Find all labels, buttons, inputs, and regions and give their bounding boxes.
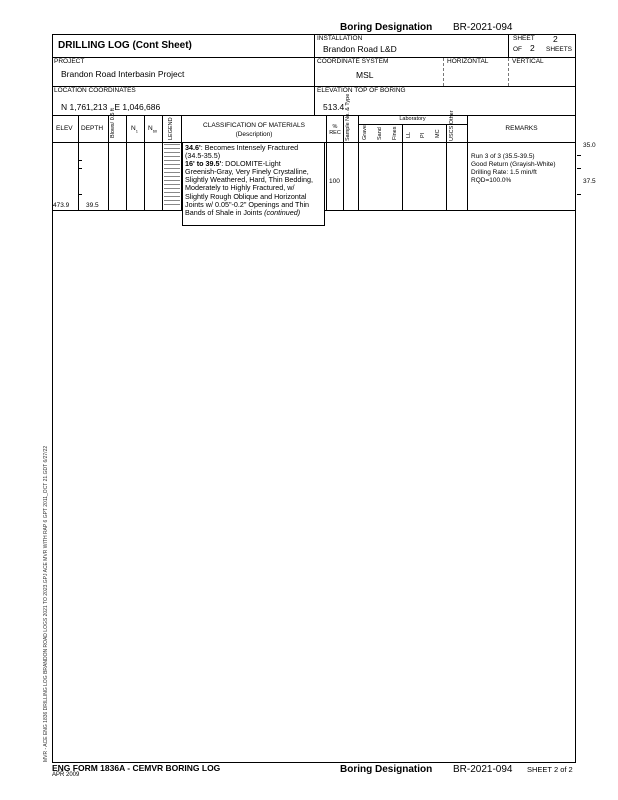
coord-system-value: MSL xyxy=(356,70,374,80)
project-value: Brandon Road Interbasin Project xyxy=(61,69,185,79)
desc-line-1-bold: 34.6' xyxy=(185,143,201,152)
desc-line-1-rest: : Becomes Intensely Fractured xyxy=(200,143,299,152)
scale-35: 35.0 xyxy=(583,142,596,149)
col-elev: ELEV xyxy=(56,125,73,132)
rec-value: 100 xyxy=(329,178,340,185)
col-uscs: USCS Other xyxy=(449,110,455,141)
desc-line-4: Greenish-Gray, Very Finely Crystalline, xyxy=(185,167,309,177)
depth-tick-3 xyxy=(78,194,82,195)
boring-designation-label: Boring Designation xyxy=(340,22,433,33)
desc-line-8: Joints w/ 0.05"-0.2" Openings and Thin xyxy=(185,199,310,209)
col-sand: Sand xyxy=(377,127,383,140)
horizontal-divider xyxy=(443,58,444,86)
project-label: PROJECT xyxy=(54,58,85,65)
col-div-n1 xyxy=(144,115,145,210)
col-div-elev xyxy=(78,115,79,210)
description-box xyxy=(182,142,325,226)
scale-tick-2 xyxy=(577,168,581,169)
col-pi: PI xyxy=(420,132,426,138)
location-label: LOCATION COORDINATES xyxy=(54,87,136,94)
col-n60-sub: 60 xyxy=(152,128,158,134)
footer-boring-label: Boring Designation xyxy=(340,764,433,775)
footer-sheet: SHEET 2 of 2 xyxy=(527,765,573,774)
installation-label: INSTALLATION xyxy=(317,35,363,42)
col-ll: LL xyxy=(406,131,412,138)
desc-line-6: Moderately to Highly Fractured, w/ xyxy=(185,183,295,193)
sheet-divider xyxy=(508,34,509,57)
elevation-label: ELEVATION TOP OF BORING xyxy=(317,87,406,94)
col-div-depth xyxy=(108,115,109,210)
col-class-2: (Description) xyxy=(235,131,273,138)
sheet-total: 2 xyxy=(530,43,535,53)
depth-tick-2 xyxy=(78,168,82,169)
col-n1 xyxy=(131,125,138,134)
scale-37: 37.5 xyxy=(583,178,596,185)
installation-value: Brandon Road L&D xyxy=(323,44,397,54)
col-lab: Laboratory xyxy=(399,116,426,122)
col-n1-sub: 1 xyxy=(135,128,138,134)
footer-date: APR 2009 xyxy=(52,772,80,778)
col-class-1: CLASSIFICATION OF MATERIALS xyxy=(203,122,305,129)
scale-tick-3 xyxy=(577,194,581,195)
remark-4: RQD=100.0% xyxy=(471,177,512,184)
col-div-n60 xyxy=(162,115,163,210)
remark-2: Good Return (Grayish-White) xyxy=(471,161,556,168)
depth-bottom: 39.5 xyxy=(86,202,99,209)
desc-line-3-bold: 16' to 39.5' xyxy=(185,159,222,169)
col-fines: Fines xyxy=(392,126,398,140)
vertical-divider xyxy=(508,58,509,86)
depth-tick-1 xyxy=(78,160,82,161)
col-gravel: Gravel xyxy=(362,123,368,140)
footer-boring-id: BR-2021-094 xyxy=(453,764,513,775)
coord-system-label: COORDINATE SYSTEM xyxy=(317,58,389,65)
col-blows: Blows/ 0.5 ft xyxy=(110,108,116,138)
log-title: DRILLING LOG (Cont Sheet) xyxy=(58,40,192,51)
elevation-value: 513.4 xyxy=(323,102,345,112)
col-div-rec xyxy=(343,115,344,210)
sheet-number: 2 xyxy=(553,34,558,44)
desc-line-3-rest: : DOLOMITE-Light xyxy=(221,159,281,169)
remark-1: Run 3 of 3 (35.5-39.5) xyxy=(471,153,535,160)
col-depth: DEPTH xyxy=(81,125,104,132)
col-remarks: REMARKS xyxy=(505,125,538,132)
horizontal-label: HORIZONTAL xyxy=(447,58,489,65)
col-sample: Sample No. & Type xyxy=(345,93,351,141)
scale-tick-1 xyxy=(577,155,581,156)
col-n60-letter: N xyxy=(148,125,153,132)
desc-line-9 xyxy=(185,209,322,217)
col-mc: MC xyxy=(435,129,441,138)
header-divider-3 xyxy=(52,115,576,116)
remark-3: Drilling Rate: 1.5 min/ft xyxy=(471,169,537,176)
col-legend: LEGEND xyxy=(168,117,174,140)
desc-line-5: Slightly Weathered, Hard, Thin Bedding, xyxy=(185,175,313,185)
col-rec: % REC xyxy=(329,124,341,136)
col-div-blows xyxy=(126,115,127,210)
desc-line-2: (34.5-35.5) xyxy=(185,151,221,161)
col-div-class xyxy=(326,115,327,210)
col-div-sample xyxy=(358,115,359,210)
sheet-label: SHEET xyxy=(513,35,535,42)
boring-designation-id: BR-2021-094 xyxy=(453,22,513,33)
header-mid-divider xyxy=(314,34,315,115)
col-div-limits xyxy=(446,124,447,210)
sheets-label: SHEETS xyxy=(546,46,573,53)
desc-line-9-italic: (continued) xyxy=(264,207,301,217)
vertical-label: VERTICAL xyxy=(512,58,544,65)
col-div-grain xyxy=(402,124,403,210)
footer-form: ENG FORM 1836A - CEMVR BORING LOG xyxy=(52,763,221,773)
desc-line-9-text: Bands of Shale in Joints xyxy=(185,207,263,217)
col-n1-letter: N xyxy=(131,125,136,132)
legend-pattern xyxy=(164,143,180,208)
desc-line-7: Slightly Rough Oblique and Horizontal xyxy=(185,191,307,201)
of-label: OF xyxy=(513,46,523,53)
side-file-path: MVR - ACE ENG 1836 DRILLING LOG BRANDON ROAD LOGS 2021 TO 2023.GPJ ACE MVR WITH RAP 6 GPT 2011_OCT 21.GDT 6/27/22 xyxy=(43,445,49,762)
location-value: N 1,761,213 E 1,046,686 xyxy=(61,102,161,112)
col-n60 xyxy=(148,125,157,134)
elev-bottom: 473.9 xyxy=(53,202,70,209)
